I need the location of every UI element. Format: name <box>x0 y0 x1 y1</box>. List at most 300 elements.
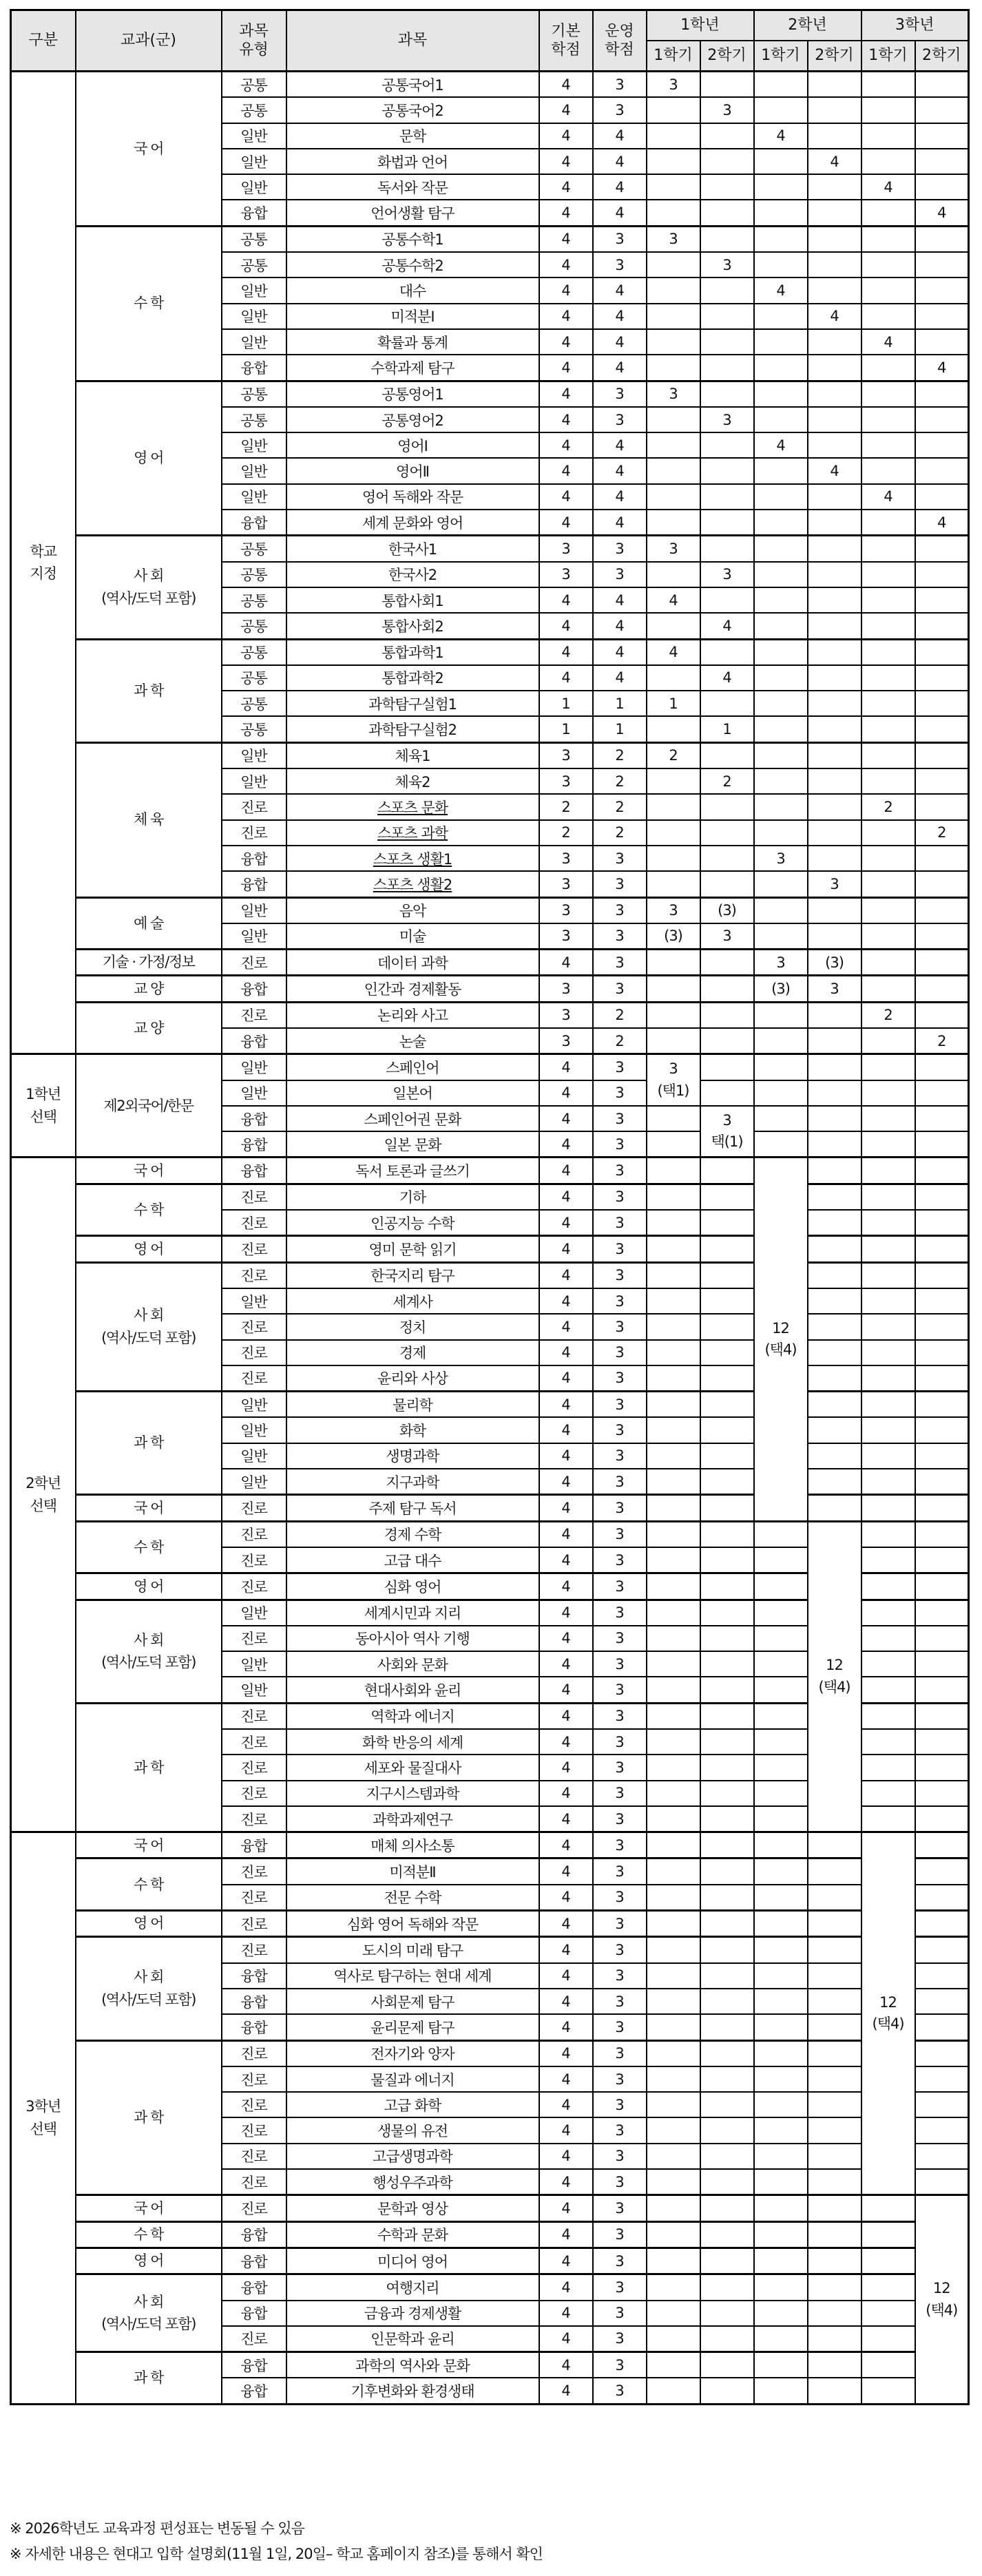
base-credits: 3 <box>539 1028 593 1054</box>
semester-credits <box>700 2144 754 2169</box>
semester-credits: 2 <box>915 820 969 846</box>
semester-credits <box>700 1340 754 1365</box>
subject-name <box>286 1340 539 1365</box>
semester-credits <box>915 2169 969 2195</box>
semester-credits <box>808 665 861 691</box>
semester-credits <box>861 1600 915 1626</box>
subject-type: 융합 <box>222 1106 286 1131</box>
base-credits: 4 <box>539 407 593 432</box>
base-credits: 4 <box>539 1288 593 1314</box>
base-credits: 4 <box>539 1651 593 1677</box>
operating-credits: 2 <box>593 1002 647 1028</box>
table-row <box>11 2040 969 2066</box>
base-credits: 4 <box>539 97 593 123</box>
subject-name-text: 공통국어1 <box>382 76 443 94</box>
semester-credits <box>861 2248 915 2274</box>
subject-name-text: 공통수학1 <box>382 231 443 249</box>
subject-name-text: 미술 <box>399 928 426 945</box>
subject-name <box>286 2248 539 2274</box>
subject-type: 융합 <box>222 1028 286 1054</box>
subject-name-text: 스포츠 과학 <box>377 825 448 842</box>
semester-credits <box>647 304 700 329</box>
semester-credits <box>861 846 915 871</box>
subject-name-text: 논술 <box>399 1033 426 1050</box>
semester-credits <box>808 1131 861 1158</box>
subject-type: 일반 <box>222 329 286 355</box>
semester-credits <box>647 2274 700 2301</box>
subject-type: 일반 <box>222 123 286 149</box>
semester-credits <box>915 97 969 123</box>
subject-name <box>286 2144 539 2169</box>
header-year-1: 1학년 <box>647 10 754 41</box>
subject-type: 공통 <box>222 562 286 587</box>
base-credits: 4 <box>539 200 593 226</box>
semester-credits <box>754 2248 808 2274</box>
header-gubun: 구분 <box>11 10 76 72</box>
semester-credits <box>808 2378 861 2404</box>
semester-credits <box>754 149 808 174</box>
subject-name <box>286 355 539 381</box>
table-row <box>11 72 969 98</box>
subject-name-text: 윤리문제 탐구 <box>370 2019 455 2036</box>
subject-name-text: 전문 수학 <box>384 1889 441 1907</box>
semester-credits <box>754 484 808 510</box>
header-base-credits <box>539 10 593 72</box>
semester-credits <box>861 2352 915 2378</box>
semester-credits <box>915 1806 969 1832</box>
semester-credits <box>700 1236 754 1262</box>
semester-credits <box>861 1677 915 1703</box>
semester-credits <box>915 2040 969 2066</box>
subject-type: 진로 <box>222 1858 286 1885</box>
semester-credits <box>915 407 969 432</box>
subject-name-text: 심화 영어 <box>384 1578 441 1595</box>
semester-credits <box>754 716 808 742</box>
semester-credits <box>915 691 969 716</box>
base-credits: 4 <box>539 2195 593 2221</box>
semester-credits <box>915 2117 969 2143</box>
semester-credits <box>915 252 969 278</box>
semester-credits: 3 <box>647 536 700 562</box>
subject-type: 융합 <box>222 1963 286 1989</box>
operating-credits: 3 <box>593 1131 647 1158</box>
subject-group: 기술 · 가정/정보 <box>76 950 222 976</box>
base-credits: 3 <box>539 1002 593 1028</box>
semester-credits <box>700 510 754 536</box>
semester-credits: (3) <box>700 897 754 923</box>
operating-credits: 3 <box>593 1781 647 1806</box>
operating-credits: 3 <box>593 2221 647 2248</box>
base-credits: 4 <box>539 1521 593 1547</box>
semester-credits <box>915 613 969 639</box>
semester-credits <box>700 976 754 1002</box>
semester-credits <box>647 2378 700 2404</box>
semester-credits <box>808 1080 861 1106</box>
semester-credits <box>915 716 969 742</box>
subject-name <box>286 2092 539 2117</box>
subject-type: 융합 <box>222 355 286 381</box>
subject-name <box>286 1547 539 1573</box>
subject-type: 진로 <box>222 2326 286 2352</box>
operating-credits: 3 <box>593 2352 647 2378</box>
semester-credits <box>754 1547 808 1573</box>
base-credits: 4 <box>539 1729 593 1755</box>
base-credits: 3 <box>539 742 593 768</box>
semester-credits <box>861 1417 915 1443</box>
operating-credits: 3 <box>593 536 647 562</box>
subject-type: 일반 <box>222 1080 286 1106</box>
semester-credits <box>647 200 700 226</box>
semester-credits <box>700 174 754 200</box>
semester-credits <box>700 1600 754 1626</box>
semester-credits <box>861 665 915 691</box>
subject-type: 진로 <box>222 1262 286 1288</box>
base-credits: 4 <box>539 1626 593 1651</box>
operating-credits: 3 <box>593 97 647 123</box>
base-credits: 4 <box>539 1158 593 1184</box>
semester-credits: (3) <box>808 950 861 976</box>
semester-credits: 3 <box>754 846 808 871</box>
subject-name <box>286 329 539 355</box>
table-row <box>11 639 969 665</box>
subject-type: 일반 <box>222 278 286 303</box>
subject-type: 일반 <box>222 1288 286 1314</box>
semester-credits <box>915 1417 969 1443</box>
base-credits: 2 <box>539 794 593 819</box>
operating-credits: 3 <box>593 1469 647 1495</box>
subject-name <box>286 950 539 976</box>
subject-name <box>286 2117 539 2143</box>
semester-credits <box>915 1002 969 1028</box>
subject-name-text: 매체 의사소통 <box>370 1837 455 1854</box>
subject-name-text: 데이터 과학 <box>377 954 448 972</box>
semester-credits <box>754 1781 808 1806</box>
subject-type: 일반 <box>222 1392 286 1418</box>
subject-type: 일반 <box>222 923 286 950</box>
subject-name-text: 문학과 영상 <box>377 2200 448 2217</box>
base-credits: 3 <box>539 923 593 950</box>
semester-credits <box>754 1080 808 1106</box>
base-credits: 1 <box>539 716 593 742</box>
semester-credits <box>647 1677 700 1703</box>
subject-name-text: 사회와 문화 <box>377 1656 448 1673</box>
semester-credits <box>754 97 808 123</box>
semester-credits <box>861 1054 915 1080</box>
header-type <box>222 10 286 72</box>
table-row <box>11 1262 969 1288</box>
semester-credits <box>700 2092 754 2117</box>
subject-type: 일반 <box>222 897 286 923</box>
subject-name-text: 지구시스템과학 <box>366 1786 459 1803</box>
subject-name <box>286 2352 539 2378</box>
semester-credits <box>647 1626 700 1651</box>
semester-credits <box>808 846 861 871</box>
semester-credits <box>808 587 861 613</box>
elective-pick-credits: 12 (택4) <box>915 2195 969 2404</box>
semester-credits <box>754 1131 808 1158</box>
semester-credits: 1 <box>700 716 754 742</box>
semester-credits: 2 <box>915 1028 969 1054</box>
table-row <box>11 2195 969 2221</box>
base-credits: 4 <box>539 1989 593 2014</box>
subject-name <box>286 2378 539 2404</box>
subject-name-text: 영미 문학 읽기 <box>368 1242 457 1258</box>
subject-group: 국 어 <box>76 1832 222 1858</box>
semester-credits <box>700 1651 754 1677</box>
subject-name-text: 금융과 경제생활 <box>364 2305 461 2323</box>
operating-credits: 3 <box>593 1703 647 1729</box>
semester-credits <box>808 252 861 278</box>
semester-credits <box>808 1963 861 1989</box>
operating-credits: 3 <box>593 1314 647 1339</box>
subject-group: 수 학 <box>76 1521 222 1573</box>
semester-credits <box>861 587 915 613</box>
semester-credits: 3 <box>647 226 700 252</box>
table-row <box>11 1832 969 1858</box>
subject-name-text: 스포츠 생활1 <box>373 850 452 868</box>
subject-name-text: 정치 <box>399 1319 426 1336</box>
base-credits: 4 <box>539 304 593 329</box>
operating-credits: 3 <box>593 846 647 871</box>
base-credits: 4 <box>539 2301 593 2326</box>
subject-name-text: 영어Ⅰ <box>397 437 428 454</box>
header-y2-sem2: 2학기 <box>808 41 861 72</box>
footnotes <box>10 2516 543 2567</box>
subject-name-text: 체육1 <box>395 748 430 765</box>
subject-name-text: 전자기와 양자 <box>370 2046 455 2063</box>
semester-credits <box>808 1495 861 1521</box>
semester-credits <box>647 1392 700 1418</box>
semester-credits <box>861 1547 915 1573</box>
subject-type: 진로 <box>222 1937 286 1963</box>
semester-credits <box>861 976 915 1002</box>
semester-credits <box>915 587 969 613</box>
subject-name <box>286 72 539 98</box>
semester-credits <box>808 1054 861 1080</box>
subject-name <box>286 2326 539 2352</box>
subject-name <box>286 1703 539 1729</box>
subject-group: 수 학 <box>76 226 222 381</box>
semester-credits <box>700 123 754 149</box>
subject-name <box>286 639 539 665</box>
semester-credits <box>754 1858 808 1885</box>
semester-credits <box>915 923 969 950</box>
operating-credits: 3 <box>593 1755 647 1780</box>
semester-credits <box>700 1288 754 1314</box>
subject-group: 수 학 <box>76 2221 222 2248</box>
semester-credits <box>808 355 861 381</box>
subject-name-text: 고급 화학 <box>384 2097 441 2114</box>
subject-name-text: 체육2 <box>395 773 430 790</box>
semester-credits <box>915 1573 969 1600</box>
semester-credits <box>700 1158 754 1184</box>
semester-credits <box>915 665 969 691</box>
subject-name-text: 논리와 사고 <box>377 1007 448 1025</box>
semester-credits <box>647 2352 700 2378</box>
semester-credits <box>754 2092 808 2117</box>
subject-name-text: 과학의 역사와 문화 <box>355 2357 470 2374</box>
semester-credits: 4 <box>915 200 969 226</box>
subject-name-text: 세계사 <box>393 1293 432 1310</box>
semester-credits <box>700 1573 754 1600</box>
subject-type: 일반 <box>222 458 286 483</box>
semester-credits <box>915 1651 969 1677</box>
subject-name <box>286 820 539 846</box>
semester-credits <box>647 1158 700 1184</box>
semester-credits <box>915 1677 969 1703</box>
semester-credits <box>915 1054 969 1080</box>
base-credits: 4 <box>539 72 593 98</box>
semester-credits: 4 <box>915 510 969 536</box>
base-credits: 4 <box>539 1573 593 1600</box>
base-credits: 4 <box>539 1210 593 1236</box>
operating-credits: 1 <box>593 691 647 716</box>
semester-credits <box>915 484 969 510</box>
semester-credits <box>700 355 754 381</box>
subject-name <box>286 1080 539 1106</box>
semester-credits <box>915 304 969 329</box>
semester-credits <box>754 2066 808 2092</box>
subject-type: 진로 <box>222 1236 286 1262</box>
semester-credits <box>647 1703 700 1729</box>
subject-name-text: 고급생명과학 <box>373 2148 452 2166</box>
semester-credits <box>915 329 969 355</box>
base-credits: 4 <box>539 1781 593 1806</box>
semester-credits <box>754 1989 808 2014</box>
operating-credits: 4 <box>593 587 647 613</box>
subject-name <box>286 2221 539 2248</box>
subject-group: 국 어 <box>76 72 222 227</box>
semester-credits <box>808 1028 861 1054</box>
subject-name <box>286 1521 539 1547</box>
semester-credits: 3 <box>647 897 700 923</box>
semester-credits <box>754 923 808 950</box>
subject-name <box>286 1885 539 1911</box>
semester-credits <box>915 639 969 665</box>
table-row <box>11 950 969 976</box>
base-credits: 3 <box>539 536 593 562</box>
semester-credits <box>861 536 915 562</box>
subject-group: 과 학 <box>76 639 222 742</box>
semester-credits <box>700 1703 754 1729</box>
semester-credits <box>915 897 969 923</box>
semester-credits <box>808 716 861 742</box>
semester-credits <box>861 123 915 149</box>
operating-credits: 3 <box>593 2326 647 2352</box>
semester-credits <box>861 716 915 742</box>
subject-group: 영 어 <box>76 381 222 536</box>
semester-credits <box>754 2014 808 2040</box>
semester-credits <box>700 2274 754 2301</box>
table-header <box>11 10 969 72</box>
subject-name <box>286 1911 539 1937</box>
operating-credits: 3 <box>593 1417 647 1443</box>
semester-credits <box>647 665 700 691</box>
semester-credits <box>754 1755 808 1780</box>
operating-credits: 1 <box>593 716 647 742</box>
semester-credits <box>700 304 754 329</box>
semester-credits <box>861 1184 915 1210</box>
subject-type: 일반 <box>222 174 286 200</box>
semester-credits <box>700 2014 754 2040</box>
semester-credits <box>808 2326 861 2352</box>
semester-credits <box>915 1937 969 1963</box>
semester-credits <box>915 2014 969 2040</box>
subject-type: 일반 <box>222 1054 286 1080</box>
subject-group: 사 회 (역사/도덕 포함) <box>76 536 222 639</box>
base-credits: 4 <box>539 123 593 149</box>
subject-type: 진로 <box>222 1703 286 1729</box>
operating-credits: 3 <box>593 1600 647 1626</box>
table-row <box>11 1392 969 1418</box>
subject-name-text: 경제 <box>399 1345 426 1362</box>
semester-credits: 4 <box>808 458 861 483</box>
base-credits: 4 <box>539 432 593 458</box>
semester-credits <box>808 2248 861 2274</box>
base-credits: 4 <box>539 510 593 536</box>
semester-credits <box>647 1729 700 1755</box>
subject-type: 융합 <box>222 1832 286 1858</box>
semester-credits <box>700 1495 754 1521</box>
semester-credits <box>861 820 915 846</box>
base-credits: 4 <box>539 1417 593 1443</box>
subject-name-text: 스페인어 <box>386 1059 439 1076</box>
subject-type: 융합 <box>222 2274 286 2301</box>
semester-credits <box>700 820 754 846</box>
semester-credits <box>700 639 754 665</box>
operating-credits: 2 <box>593 794 647 819</box>
semester-credits <box>861 1703 915 1729</box>
table-row <box>11 1158 969 1184</box>
semester-credits <box>754 1729 808 1755</box>
subject-name <box>286 1677 539 1703</box>
subject-type: 융합 <box>222 976 286 1002</box>
subject-name-text: 세계시민과 지리 <box>364 1605 461 1622</box>
semester-credits <box>647 355 700 381</box>
subject-name-text: 기후변화와 환경생태 <box>351 2383 474 2400</box>
semester-credits: 3 <box>700 923 754 950</box>
subject-type: 일반 <box>222 1443 286 1469</box>
subject-name <box>286 1236 539 1262</box>
subject-name <box>286 458 539 483</box>
subject-name <box>286 304 539 329</box>
semester-credits <box>808 1210 861 1236</box>
semester-credits <box>754 458 808 483</box>
subject-type: 진로 <box>222 1573 286 1600</box>
subject-type: 진로 <box>222 1547 286 1573</box>
operating-credits: 3 <box>593 1340 647 1365</box>
semester-credits <box>915 1314 969 1339</box>
subject-name-text: 생명과학 <box>386 1448 439 1465</box>
table-body <box>11 72 969 2405</box>
semester-credits <box>754 226 808 252</box>
subject-name-text: 수학과제 탐구 <box>370 359 455 377</box>
semester-credits <box>700 2221 754 2248</box>
semester-credits <box>808 768 861 794</box>
semester-credits <box>647 2040 700 2066</box>
semester-credits: 3 <box>647 381 700 407</box>
base-credits: 4 <box>539 174 593 200</box>
subject-name-text: 통합사회2 <box>382 618 443 635</box>
semester-credits <box>754 1573 808 1600</box>
subject-group: 영 어 <box>76 1573 222 1600</box>
semester-credits <box>808 1314 861 1339</box>
operating-credits: 4 <box>593 458 647 483</box>
semester-credits <box>915 742 969 768</box>
subject-group: 국 어 <box>76 1158 222 1184</box>
semester-credits: 4 <box>700 613 754 639</box>
subject-type: 일반 <box>222 149 286 174</box>
